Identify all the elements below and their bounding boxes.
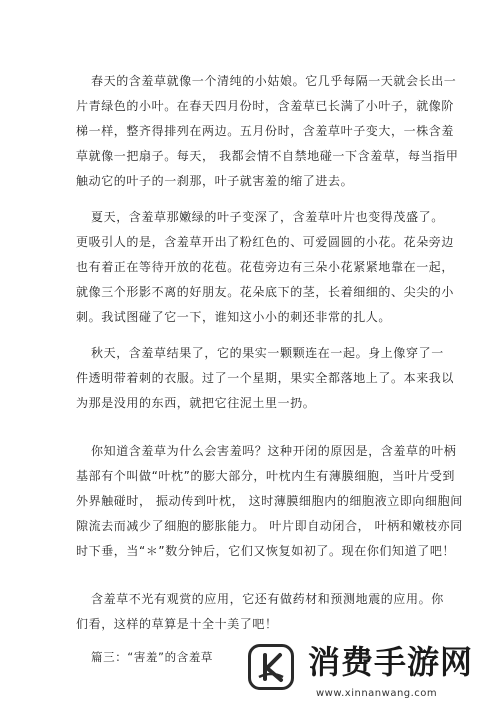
- paragraph-1-line-3: 梯一样，整齐得排列在两边。五月份时，含羞草叶子变大，一株含羞: [76, 124, 455, 138]
- paragraph-1-line-2: 片青绿色的小叶。在春天四月份时，含羞草已长满了小叶子，就像阶: [76, 99, 455, 113]
- paragraph-4-line-1: 你知道含羞草为什么会害羞吗？这种开闭的原因是，含羞草的叶柄: [91, 444, 457, 458]
- paragraph-4-line-3: 外界触碰时， 振动传到叶枕， 这时薄膜细胞内的细胞液立即向细胞间: [76, 494, 463, 508]
- watermark: [238, 640, 500, 708]
- paragraph-3-line-1: 秋天，含羞草结果了，它的果实一颗颗连在一起。身上像穿了一: [91, 346, 444, 360]
- paragraph-3-line-2: 件透明带着刺的衣服。过了一个星期，果实全都落地上了。本来我以: [76, 371, 455, 385]
- paragraph-3-line-3: 为那是没用的东西，就把它往泥土里一扔。: [76, 396, 316, 410]
- paragraph-4-line-2: 基部有个叫做“叶枕”的膨大部分，叶枕内生有薄膜细胞，当叶片受到: [76, 469, 456, 483]
- paragraph-2-line-5: 刺。我试图碰了它一下，谁知这小小的刺还非常的扎人。: [76, 310, 392, 324]
- section-heading: 篇三：“害羞”的含羞草: [91, 650, 214, 664]
- paragraph-1-line-5: 触动它的叶子的一刹那，叶子就害羞的缩了进去。: [76, 174, 354, 188]
- paragraph-2-line-3: 也有着正在等待开放的花苞。花苞旁边有三朵小花紧紧地靠在一起，: [76, 260, 455, 274]
- paragraph-1-line-4: 草就像一把扇子。每天， 我都会情不自禁地碰一下含羞草，每当指甲: [76, 149, 459, 163]
- paragraph-1-line-1: 春天的含羞草就像一个清纯的小姑娘。它几乎每隔一天就会长出一: [91, 74, 457, 88]
- k-letter-logo-icon: [248, 644, 294, 690]
- paragraph-5-line-2: 们看，这样的草算是十全十美了吧！: [76, 617, 278, 631]
- paragraph-4-line-4: 隙流去而减少了细胞的膨胀能力。 叶片即自动闭合， 叶柄和嫩枝亦同: [76, 519, 463, 533]
- paragraph-2-line-4: 就像三个形影不离的好朋友。花朵底下的茎，长着细细的、尖尖的小: [76, 285, 455, 299]
- watermark-site-name: 消费手游网: [308, 643, 474, 681]
- watermark-url: www.xinnanwang.com: [316, 688, 438, 699]
- paragraph-4-line-5: 时下垂，当“＊”数分钟后，它们又恢复如初了。现在你们知道了吧！: [76, 544, 456, 558]
- paragraph-2-line-2: 更吸引人的是，含羞草开出了粉红色的、可爱圆圆的小花。花朵旁边: [76, 235, 455, 249]
- paragraph-5-line-1: 含羞草不光有观赏的应用，它还有做药材和预测地震的应用。你: [91, 592, 444, 606]
- paragraph-2-line-1: 夏天，含羞草那嫩绿的叶子变深了，含羞草叶片也变得茂盛了。: [91, 210, 444, 224]
